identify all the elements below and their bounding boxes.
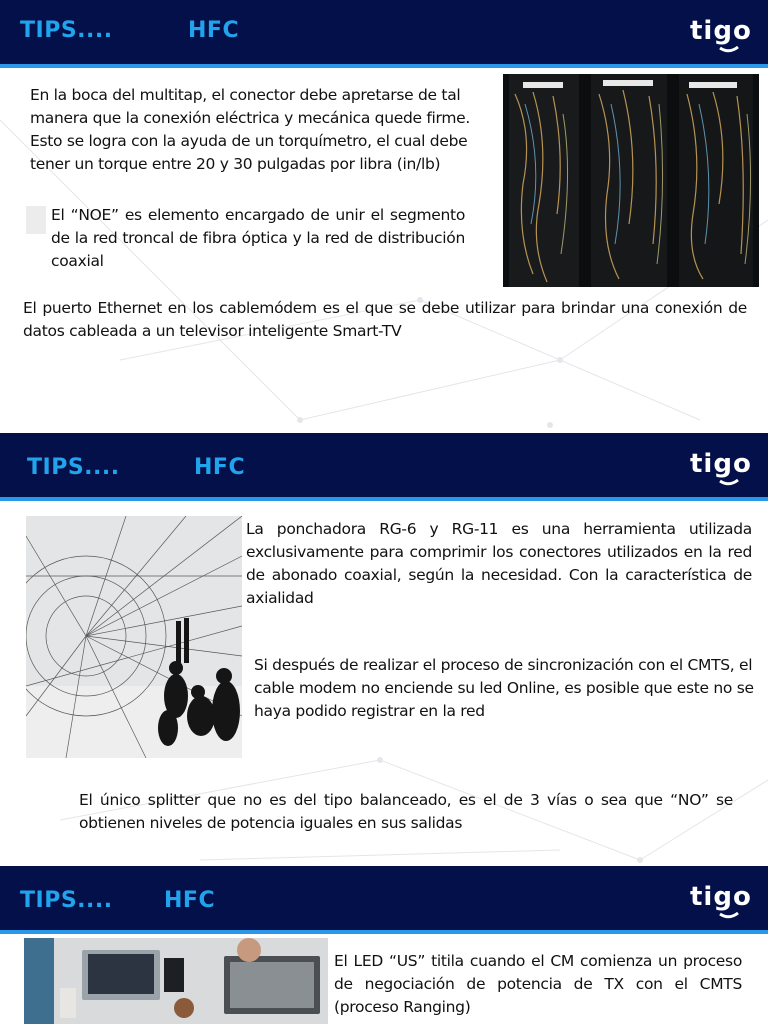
desk-laptops-photo	[24, 938, 328, 1024]
header-tips-label: TIPS....	[20, 888, 113, 913]
header-tips-label: TIPS....	[27, 455, 120, 480]
tip-paragraph: El único splitter que no es del tipo balanceado, es el de 3 vías o sea que “NO” se obtienen niveles de potencia iguales en sus salidas	[79, 791, 733, 832]
header-hfc-label: HFC	[188, 18, 240, 43]
header-hfc-label: HFC	[194, 455, 246, 480]
header-hfc-label: HFC	[164, 888, 216, 913]
server-rack-photo	[503, 74, 759, 287]
tigo-logo-icon: tigo	[690, 880, 750, 926]
section-header	[0, 433, 768, 501]
tip-paragraph: La ponchadora RG-6 y RG-11 es una herramienta utilizada exclusivamente para comprimir los conectores utilizados en la red de abonado coaxial, según la necesidad. Con la característica de axialidad	[246, 520, 752, 607]
tip-paragraph: El puerto Ethernet en los cablemódem es el que se debe utilizar para brindar una conexión de datos cableada a un televisor inteligente Smart-TV	[23, 299, 747, 340]
bullet-marker	[26, 206, 46, 234]
tip-paragraph: El LED “US” titila cuando el CM comienza un proceso de negociación de potencia de TX con el CMTS (proceso Ranging)	[334, 952, 742, 1016]
tip-paragraph: El “NOE” es elemento encargado de unir el segmento de la red troncal de fibra óptica y la red de distribución coaxial	[51, 206, 465, 270]
tip-paragraph: En la boca del multitap, el conector debe apretarse de tal manera que la conexión eléctrica y mecánica quede firme. Esto se logra con la ayuda de un torquímetro, el cual debe tener un torque entre 20 y 30 pulgadas por libra (in/lb)	[30, 86, 470, 173]
tigo-logo-icon: tigo	[690, 447, 750, 493]
section-header	[0, 0, 768, 68]
string-installation-photo	[26, 516, 242, 758]
section-header	[0, 866, 768, 934]
tip-paragraph: Si después de realizar el proceso de sincronización con el CMTS, el cable modem no enciende su led Online, es posible que este no se haya podido registrar en la red	[254, 656, 754, 720]
header-tips-label: TIPS....	[20, 18, 113, 43]
tigo-logo-icon: tigo	[690, 14, 750, 60]
